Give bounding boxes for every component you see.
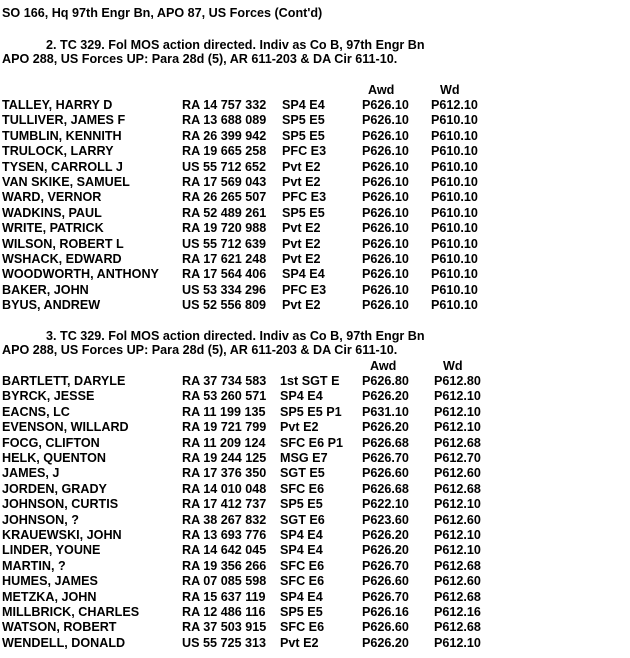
roster-row — [0, 206, 630, 221]
service-number: RA 52 489 261 — [182, 205, 267, 220]
roster-row — [0, 298, 630, 313]
grade: SP4 E4 — [282, 98, 325, 112]
service-number: RA 38 267 832 — [182, 512, 267, 527]
soldier-name: TYSEN, CARROLL J — [2, 159, 123, 174]
service-number: RA 15 637 119 — [182, 589, 266, 604]
grade: SGT E6 — [280, 512, 325, 527]
grade: SFC E6 — [280, 481, 325, 496]
roster-row — [0, 129, 630, 144]
roster-row — [0, 405, 630, 420]
wd-value: P612.10 — [434, 635, 481, 650]
grade: SP5 E5 — [280, 605, 323, 619]
roster-row — [0, 620, 630, 635]
awd-value: P626.60 — [362, 466, 409, 481]
section1-paragraph-line2: APO 288, US Forces UP: Para 28d (5), AR 611-203 & DA Cir 611-10. — [2, 52, 398, 66]
awd-value: P626.20 — [362, 635, 409, 650]
awd-value: P626.10 — [362, 282, 409, 297]
roster-row — [0, 389, 630, 404]
soldier-name: MILLBRICK, CHARLES — [2, 605, 140, 619]
service-number: RA 37 734 583 — [182, 374, 267, 388]
roster-row — [0, 175, 630, 190]
roster-row — [0, 636, 630, 651]
service-number: RA 26 265 507 — [182, 190, 267, 205]
awd-value: P626.60 — [362, 574, 409, 589]
roster-row — [0, 283, 630, 298]
awd-value: P626.10 — [362, 267, 409, 282]
awd-value: P626.10 — [362, 159, 409, 174]
service-number: RA 53 260 571 — [182, 389, 267, 404]
service-number: RA 14 757 332 — [182, 98, 267, 112]
awd-value: P626.20 — [362, 543, 409, 558]
soldier-name: JORDEN, GRADY — [2, 481, 107, 496]
roster-row — [0, 160, 630, 175]
soldier-name: WADKINS, PAUL — [2, 205, 102, 220]
wd-value: P612.10 — [434, 497, 481, 512]
soldier-name: WOODWORTH, ANTHONY — [2, 267, 159, 282]
wd-value: P612.10 — [434, 420, 481, 435]
wd-value: P610.10 — [431, 159, 478, 174]
awd-value: P626.20 — [362, 528, 409, 542]
service-number: RA 19 720 988 — [182, 221, 267, 236]
service-number: US 53 334 296 — [182, 282, 267, 297]
service-number: RA 11 199 135 — [182, 404, 266, 419]
roster-row — [0, 497, 630, 512]
wd-value: P612.68 — [434, 589, 481, 604]
wd-value: P612.80 — [434, 374, 481, 388]
roster-row — [0, 98, 630, 113]
wd-value: P612.60 — [434, 512, 481, 527]
grade: SP4 E4 — [280, 589, 323, 604]
service-number: US 55 712 639 — [182, 236, 267, 251]
soldier-name: EACNS, LC — [2, 404, 70, 419]
grade: Pvt E2 — [282, 159, 321, 174]
awd-value: P626.10 — [362, 175, 409, 189]
section2-col-wd-header: Wd — [443, 359, 463, 373]
awd-value: P626.10 — [362, 221, 409, 236]
wd-value: P610.10 — [431, 267, 478, 282]
wd-value: P612.10 — [434, 404, 481, 419]
service-number: RA 37 503 915 — [182, 620, 267, 635]
roster-row — [0, 482, 630, 497]
section2-paragraph-line2: APO 288, US Forces UP: Para 28d (5), AR 611-203 & DA Cir 611-10. — [2, 343, 398, 357]
section2-paragraph-line1: 3. TC 329. Fol MOS action directed. Indiv as Co B, 97th Engr Bn — [46, 329, 425, 343]
roster-row — [0, 420, 630, 435]
soldier-name: TRULOCK, LARRY — [2, 144, 114, 159]
grade: SP5 E5 — [282, 113, 325, 128]
awd-value: P626.80 — [362, 374, 409, 388]
roster-row — [0, 190, 630, 205]
soldier-name: VAN SKIKE, SAMUEL — [2, 175, 130, 189]
soldier-name: EVENSON, WILLARD — [2, 420, 129, 435]
wd-value: P612.60 — [434, 574, 481, 589]
service-number: RA 14 010 048 — [182, 481, 267, 496]
wd-value: P610.10 — [431, 205, 478, 220]
roster-row — [0, 574, 630, 589]
service-number: RA 17 569 043 — [182, 175, 267, 189]
grade: Pvt E2 — [282, 298, 321, 313]
soldier-name: JOHNSON, CURTIS — [2, 497, 119, 512]
service-number: RA 17 376 350 — [182, 466, 267, 481]
service-number: RA 19 665 258 — [182, 144, 267, 159]
soldier-name: TULLIVER, JAMES F — [2, 113, 126, 128]
soldier-name: BYUS, ANDREW — [2, 298, 101, 313]
grade: Pvt E2 — [280, 635, 319, 650]
grade: 1st SGT E — [280, 374, 340, 388]
roster-row — [0, 113, 630, 128]
wd-value: P612.10 — [434, 528, 481, 542]
soldier-name: TALLEY, HARRY D — [2, 98, 113, 112]
wd-value: P612.68 — [434, 558, 481, 573]
roster-row — [0, 466, 630, 481]
soldier-name: BAKER, JOHN — [2, 282, 89, 297]
soldier-name: LINDER, YOUNE — [2, 543, 101, 558]
wd-value: P612.68 — [434, 620, 481, 635]
soldier-name: BYRCK, JESSE — [2, 389, 95, 404]
awd-value: P626.10 — [362, 236, 409, 251]
wd-value: P612.10 — [431, 98, 478, 112]
soldier-name: WSHACK, EDWARD — [2, 252, 122, 266]
grade: SP5 E5 P1 — [280, 404, 342, 419]
service-number: RA 13 688 089 — [182, 113, 267, 128]
wd-value: P612.68 — [434, 435, 481, 450]
grade: Pvt E2 — [280, 420, 319, 435]
soldier-name: METZKA, JOHN — [2, 589, 97, 604]
service-number: RA 12 486 116 — [182, 605, 266, 619]
service-number: RA 19 721 799 — [182, 420, 267, 435]
wd-value: P612.16 — [434, 605, 481, 619]
awd-value: P626.68 — [362, 481, 409, 496]
grade: SP5 E5 — [280, 497, 323, 512]
awd-value: P626.70 — [362, 451, 409, 465]
awd-value: P626.20 — [362, 389, 409, 404]
soldier-name: WATSON, ROBERT — [2, 620, 117, 635]
awd-value: P626.10 — [362, 298, 409, 313]
soldier-name: KRAUEWSKI, JOHN — [2, 528, 122, 542]
awd-value: P622.10 — [362, 497, 409, 512]
wd-value: P610.10 — [431, 175, 478, 189]
wd-value: P612.68 — [434, 481, 481, 496]
wd-value: P612.70 — [434, 451, 481, 465]
grade: Pvt E2 — [282, 221, 321, 236]
grade: PFC E3 — [282, 282, 327, 297]
service-number: US 52 556 809 — [182, 298, 267, 313]
wd-value: P610.10 — [431, 282, 478, 297]
grade: SP4 E4 — [280, 543, 323, 558]
soldier-name: WILSON, ROBERT L — [2, 236, 124, 251]
grade: SP5 E5 — [282, 128, 325, 143]
awd-value: P626.68 — [362, 435, 409, 450]
awd-value: P626.70 — [362, 589, 409, 604]
wd-value: P610.10 — [431, 144, 478, 159]
wd-value: P610.10 — [431, 252, 478, 266]
awd-value: P626.10 — [362, 144, 409, 159]
awd-value: P626.16 — [362, 605, 409, 619]
awd-value: P623.60 — [362, 512, 409, 527]
grade: SFC E6 P1 — [280, 435, 343, 450]
roster-row — [0, 237, 630, 252]
service-number: RA 07 085 598 — [182, 574, 267, 589]
grade: Pvt E2 — [282, 252, 321, 266]
soldier-name: TUMBLIN, KENNITH — [2, 128, 122, 143]
roster-row — [0, 221, 630, 236]
grade: PFC E3 — [282, 144, 327, 159]
soldier-name: HUMES, JAMES — [2, 574, 98, 589]
awd-value: P631.10 — [362, 404, 409, 419]
soldier-name: BARTLETT, DARYLE — [2, 374, 126, 388]
roster-row — [0, 451, 630, 466]
section1-paragraph-line1: 2. TC 329. Fol MOS action directed. Indiv as Co B, 97th Engr Bn — [46, 38, 425, 52]
service-number: RA 17 564 406 — [182, 267, 267, 282]
roster-row — [0, 144, 630, 159]
roster-row — [0, 528, 630, 543]
grade: SFC E6 — [280, 620, 325, 635]
wd-value: P610.10 — [431, 113, 478, 128]
grade: SGT E5 — [280, 466, 325, 481]
soldier-name: WENDELL, DONALD — [2, 635, 126, 650]
service-number: RA 17 621 248 — [182, 252, 267, 266]
document-header: SO 166, Hq 97th Engr Bn, APO 87, US Forces (Cont'd) — [2, 6, 323, 20]
section1-col-wd-header: Wd — [440, 83, 460, 97]
roster-row — [0, 252, 630, 267]
grade: SFC E6 — [280, 574, 325, 589]
wd-value: P612.10 — [434, 543, 481, 558]
roster-row — [0, 436, 630, 451]
awd-value: P626.10 — [362, 98, 409, 112]
awd-value: P626.10 — [362, 205, 409, 220]
grade: SP5 E5 — [282, 205, 325, 220]
soldier-name: FOCG, CLIFTON — [2, 435, 100, 450]
soldier-name: WRITE, PATRICK — [2, 221, 104, 236]
wd-value: P612.60 — [434, 466, 481, 481]
wd-value: P610.10 — [431, 190, 478, 205]
roster-row — [0, 513, 630, 528]
awd-value: P626.70 — [362, 558, 409, 573]
section1-col-awd-header: Awd — [368, 83, 395, 97]
roster-row — [0, 590, 630, 605]
soldier-name: MARTIN, ? — [2, 558, 66, 573]
service-number: RA 17 412 737 — [182, 497, 267, 512]
grade: Pvt E2 — [282, 236, 321, 251]
awd-value: P626.20 — [362, 420, 409, 435]
service-number: US 55 712 652 — [182, 159, 267, 174]
service-number: RA 11 209 124 — [182, 435, 266, 450]
roster-row — [0, 267, 630, 282]
grade: SFC E6 — [280, 558, 325, 573]
wd-value: P610.10 — [431, 128, 478, 143]
service-number: RA 13 693 776 — [182, 528, 267, 542]
wd-value: P610.10 — [431, 236, 478, 251]
awd-value: P626.10 — [362, 190, 409, 205]
grade: MSG E7 — [280, 451, 328, 465]
wd-value: P610.10 — [431, 221, 478, 236]
roster-row — [0, 543, 630, 558]
service-number: RA 19 244 125 — [182, 451, 267, 465]
awd-value: P626.10 — [362, 128, 409, 143]
soldier-name: HELK, QUENTON — [2, 451, 107, 465]
awd-value: P626.60 — [362, 620, 409, 635]
grade: SP4 E4 — [280, 389, 323, 404]
roster-row — [0, 374, 630, 389]
roster-row — [0, 559, 630, 574]
awd-value: P626.10 — [362, 252, 409, 266]
grade: Pvt E2 — [282, 175, 321, 189]
soldier-name: JAMES, J — [2, 466, 60, 481]
roster-row — [0, 605, 630, 620]
awd-value: P626.10 — [362, 113, 409, 128]
grade: SP4 E4 — [280, 528, 323, 542]
service-number: US 55 725 313 — [182, 635, 267, 650]
service-number: RA 19 356 266 — [182, 558, 267, 573]
wd-value: P612.10 — [434, 389, 481, 404]
grade: PFC E3 — [282, 190, 327, 205]
wd-value: P610.10 — [431, 298, 478, 313]
service-number: RA 26 399 942 — [182, 128, 267, 143]
grade: SP4 E4 — [282, 267, 325, 282]
soldier-name: JOHNSON, ? — [2, 512, 79, 527]
section2-col-awd-header: Awd — [370, 359, 397, 373]
service-number: RA 14 642 045 — [182, 543, 267, 558]
soldier-name: WARD, VERNOR — [2, 190, 102, 205]
